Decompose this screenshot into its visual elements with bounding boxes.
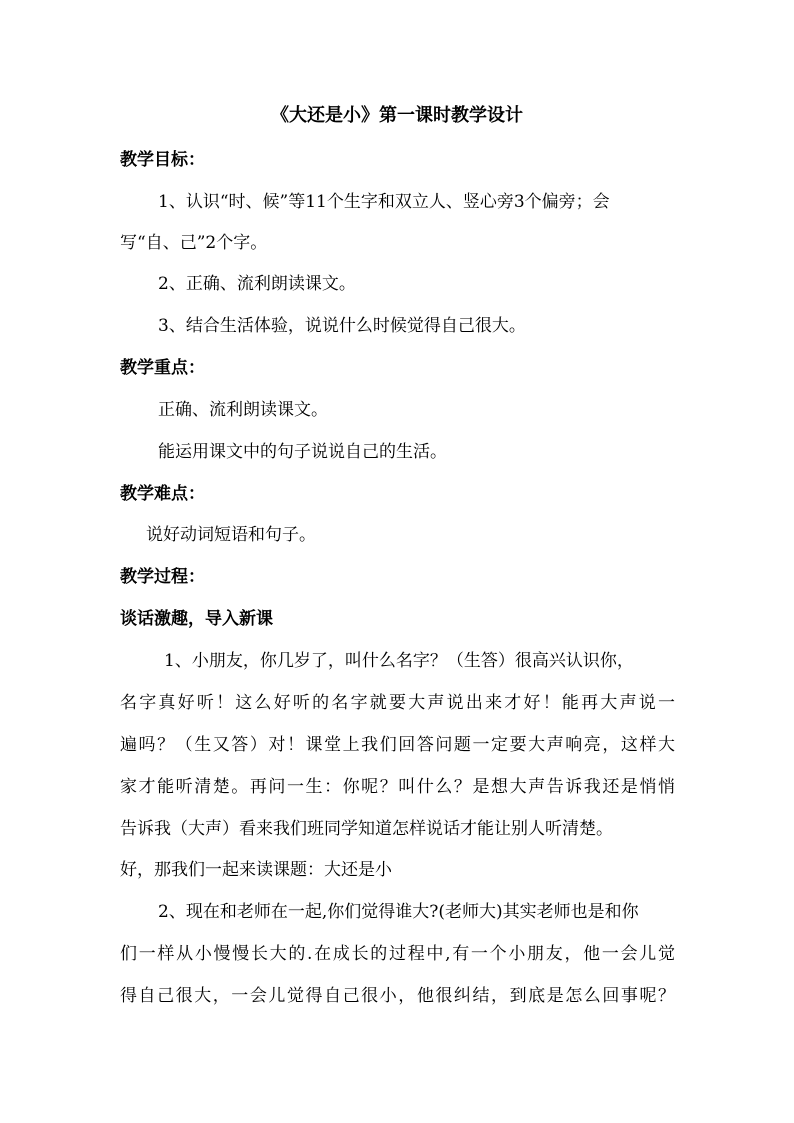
objective-2: 2、正确、流利朗读课文。	[158, 274, 356, 294]
section-title: 谈话激趣，导入新课	[120, 609, 273, 629]
paragraph-1-line-5: 告诉我（大声）看来我们班同学知道怎样说话才能让别人听清楚。	[120, 819, 613, 839]
document-title: 《大还是小》第一课时教学设计	[271, 105, 523, 126]
process-heading: 教学过程：	[120, 567, 205, 587]
objective-1-line-1: 1、认识“时、候”等11个生字和双立人、竖心旁3个偏旁；会	[158, 192, 610, 212]
key-point-2: 能运用课文中的句子说说自己的生活。	[158, 442, 447, 462]
objective-1-line-2: 写“自、己”2个字。	[120, 233, 268, 253]
paragraph-1-line-2: 名字真好听！这么好听的名字就要大声说出来才好！能再大声说一	[120, 693, 675, 713]
paragraph-2-line-2: 们一样从小慢慢长大的.在成长的过程中,有一个小朋友，他一会儿觉	[120, 944, 675, 964]
paragraph-1-line-3: 遍吗？（生又答）对！课堂上我们回答问题一定要大声响亮，这样大	[120, 735, 675, 755]
difficulties-heading: 教学难点：	[120, 484, 205, 504]
objective-3: 3、结合生活体验，说说什么时候觉得自己很大。	[158, 316, 526, 336]
paragraph-1-line-1: 1、小朋友，你几岁了，叫什么名字？（生答）很高兴认识你，	[164, 651, 634, 671]
objectives-heading: 教学目标：	[120, 150, 205, 170]
paragraph-1-line-4: 家才能听清楚。再问一生：你呢？叫什么？是想大声告诉我还是悄悄	[120, 777, 675, 797]
key-point-1: 正确、流利朗读课文。	[158, 400, 328, 420]
paragraph-1-line-6: 好，那我们一起来读课题：大还是小	[120, 860, 392, 880]
paragraph-2-line-3: 得自己很大，一会儿觉得自己很小，他很纠结，到底是怎么回事呢？	[120, 986, 675, 1006]
difficulty-1: 说好动词短语和句子。	[146, 525, 316, 545]
paragraph-2-line-1: 2、现在和老师在一起,你们觉得谁大?(老师大)其实老师也是和你	[158, 902, 639, 922]
key-points-heading: 教学重点：	[120, 358, 205, 378]
